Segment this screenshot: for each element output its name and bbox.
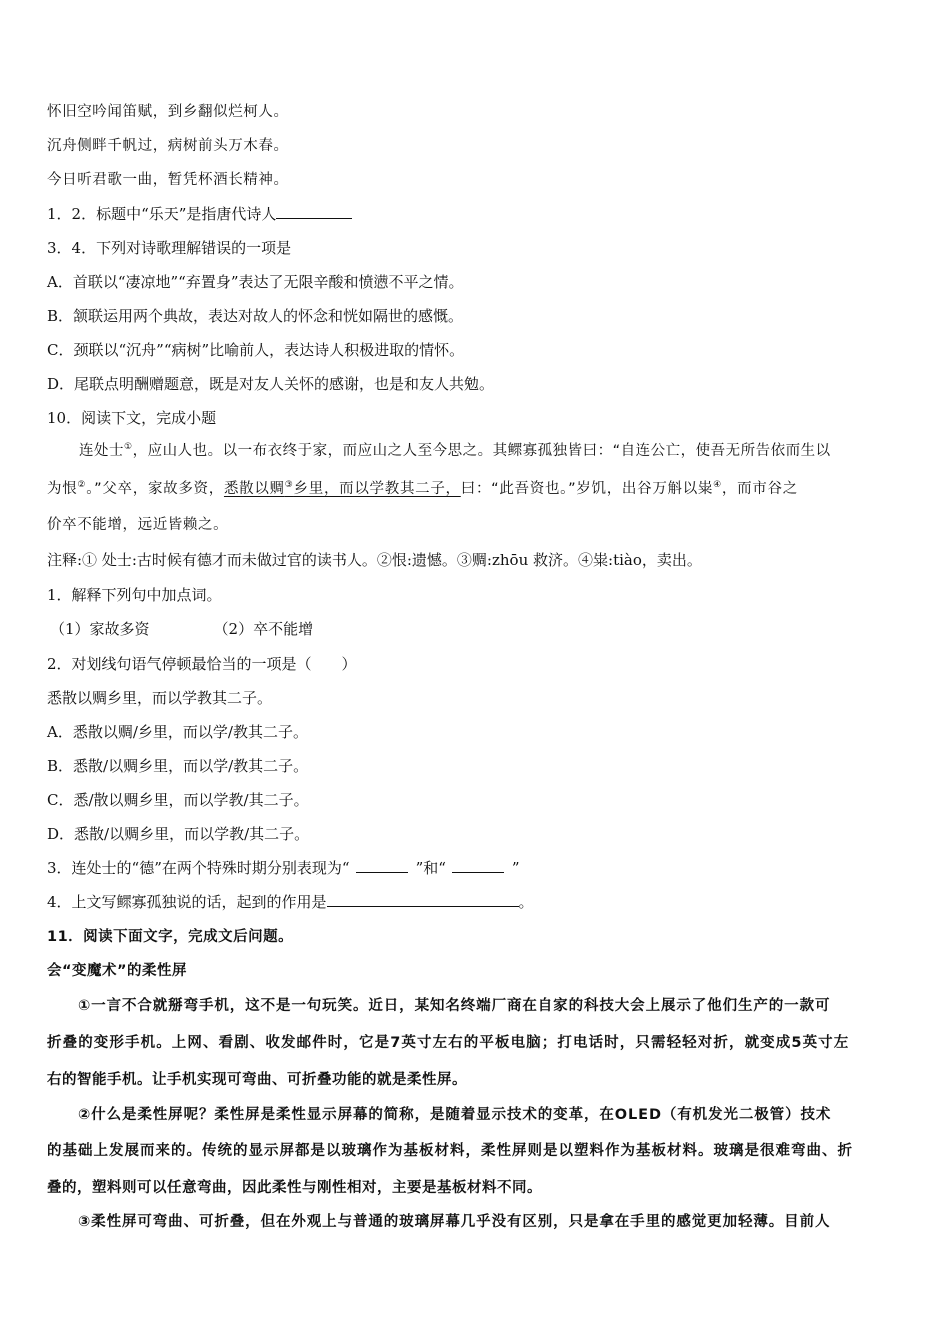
question-10-2-sentence: 悉散以赒乡里，而以学教其二子。 [47,689,273,707]
question-text: 。 [518,893,534,911]
article-para-1-line-2: 折叠的变形手机。上网、看剧、收发邮件时，它是7英寸左右的平板电脑；打电话时，只需轻轻对折，就变成5英寸左 [47,1035,850,1051]
text-span: ，应山人也。以一布衣终于家，而应山之人至今思之。其鳏寡孤独皆曰：“自连公亡，使吾无所告依而生以 [132,443,831,459]
question-10-1-items [50,618,313,640]
sub-item: （1）家故多资 [50,620,150,638]
question-10-heading: 10．阅读下文，完成小题 [47,409,217,427]
answer-blank [327,892,519,907]
question-text: 3．连处士的“德”在两个特殊时期分别表现为“ [47,859,350,877]
footnote-mark: ④ [713,480,722,491]
question-poem-understanding: 3．4．下列对诗歌理解错误的一项是 [47,239,292,257]
text-span: ，而市谷之 [721,481,798,497]
text-span: 悉散以赒 [223,481,285,497]
question-10-1: 1．解释下列句中加点词。 [47,586,222,604]
question-10-3 [47,857,520,879]
article-para-3-line-1: ③柔性屏可弯曲、可折叠，但在外观上与普通的玻璃屏幕几乎没有区别，只是拿在手里的感觉更加轻薄。目前人 [78,1214,831,1230]
question-title-poet [47,203,352,225]
footnote-mark: ② [77,480,87,491]
sub-item: （2）卒不能增 [213,620,314,638]
text-span: 。”父卒，家故多资， [86,481,224,497]
article-title: 会“变魔术”的柔性屏 [47,963,188,979]
text-span: 为恨 [47,481,78,497]
question-10-4 [47,891,534,913]
option-d: D．尾联点明酬赠题意，既是对友人关怀的感谢，也是和友人共勉。 [47,375,495,393]
question-text: 4．上文写鳏寡孤独说的话，起到的作用是 [47,893,327,911]
classical-text-line-1 [79,440,831,462]
article-para-1-line-3: 右的智能手机。让手机实现可弯曲、可折叠功能的就是柔性屏。 [47,1072,467,1088]
text-span: 乡里，而以学教其二子， [293,481,461,497]
footnote-mark: ③ [284,480,294,491]
answer-blank [452,858,504,873]
article-para-1-line-1: ①一言不合就掰弯手机，这不是一句玩笑。近日，某知名终端厂商在自家的科技大会上展示了他们生产的一款可 [78,998,831,1014]
option-c: C．颈联以“沉舟”“病树”比喻前人，表达诗人积极进取的情怀。 [47,341,465,359]
poem-line: 怀旧空吟闻笛赋，到乡翻似烂柯人。 [47,104,289,120]
option-d: D．悉散/以赒乡里，而以学教/其二子。 [47,825,310,843]
question-text: 1．2．标题中“乐天”是指唐代诗人 [47,205,277,223]
classical-text-line-3: 价卒不能增，远近皆赖之。 [47,517,229,533]
classical-text-line-2 [47,478,798,500]
underlined-sentence [224,481,461,497]
text-span: 连处士 [79,443,124,459]
option-a: A．首联以“凄凉地”“弃置身”表达了无限辛酸和愤懑不平之情。 [47,273,464,291]
poem-line: 沉舟侧畔千帆过，病树前头万木春。 [47,138,289,154]
article-para-2-line-1: ②什么是柔性屏呢？柔性屏是柔性显示屏幕的简称，是随着显示技术的变革，在OLED（有机发光二极管）技术 [78,1107,832,1123]
question-11-heading: 11．阅读下面文字，完成文后问题。 [47,929,294,945]
option-b: B．颔联运用两个典故，表达对故人的怀念和恍如隔世的感慨。 [47,307,464,325]
option-a: A．悉散以赒/乡里，而以学/教其二子。 [47,723,308,741]
annotation-note: 注释:① 处士:古时候有德才而未做过官的读书人。②恨:遗憾。③赒:zhōu 救济。④粜:tiào，卖出。 [47,551,702,569]
article-para-2-line-2: 的基础上发展而来的。传统的显示屏都是以玻璃作为基板材料，柔性屏则是以塑料作为基板材料。玻璃是很难弯曲、折 [47,1143,853,1159]
footnote-mark: ① [124,442,133,453]
text-span: 曰：“此吾资也。”岁饥，出谷万斛以粜 [460,481,714,497]
question-text: ” [511,859,520,877]
article-para-2-line-3: 叠的，塑料则可以任意弯曲，因此柔性与刚性相对，主要是基板材料不同。 [47,1180,542,1196]
question-text: ”和“ [415,859,446,877]
option-b: B．悉散/以赒乡里，而以学/教其二子。 [47,757,309,775]
poem-line: 今日听君歌一曲，暂凭杯酒长精神。 [47,172,289,188]
answer-blank [276,204,352,219]
answer-blank [356,858,408,873]
question-10-2: 2．对划线句语气停顿最恰当的一项是（ ） [47,655,357,673]
option-c: C．悉/散以赒乡里，而以学教/其二子。 [47,791,309,809]
